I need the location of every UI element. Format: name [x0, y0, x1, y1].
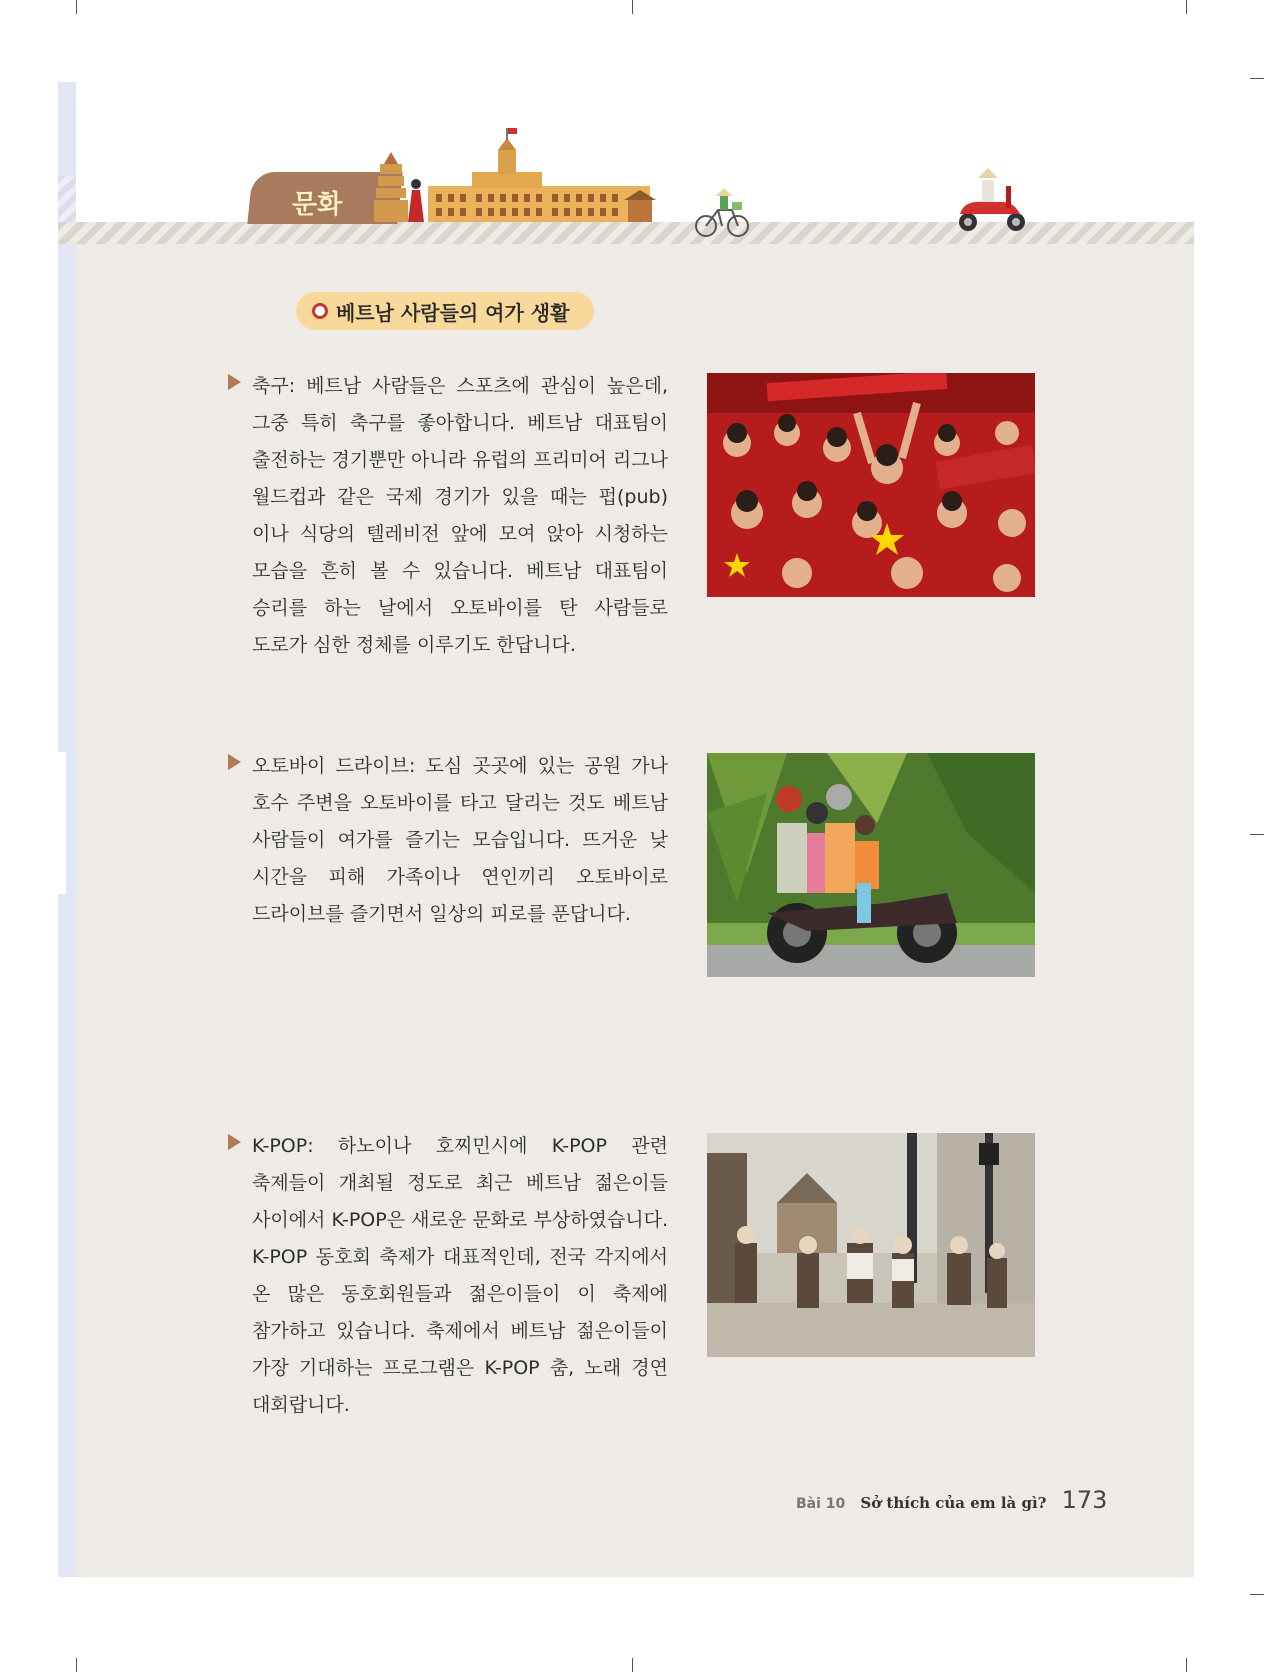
crop-mark: [632, 1658, 633, 1672]
triangle-bullet-icon: [228, 1134, 241, 1150]
triangle-bullet-icon: [228, 754, 241, 770]
list-item-text: K-POP: 하노이나 호찌민시에 K-POP 관련 축제들이 개최될 정도로 최근 베트남 젊은이들 사이에서 K-POP은 새로운 문화로 부상하였습니다. K-POP 동호회 축제가 대표적인데, 전국 각지에서 온 많은 동호회원들과 젊은이들이 이 축제에 참가하고 있습니다. 축제에서 베트남 젊은이들이 가장 기대하는 프로그램은 K-POP 춤, 노래 경연 대회랍니다.: [252, 1135, 668, 1416]
list-item-text: 축구: 베트남 사람들은 스포츠에 관심이 높은데, 그중 특히 축구를 좋아합니다. 베트남 대표팀이 출전하는 경기뿐만 아니라 유럽의 프리미어 리그나 월드컵과 같은 국제 경기가 있을 때는 펍(pub)이나 식당의 텔레비전 앞에 모여 앉아 시청하는 모습을 흔히 볼 수 있습니다. 베트남 대표팀이 승리를 하는 날에서 오토바이를 탄 사람들로 도로가 심한 정체를 이루기도 한답니다.: [252, 375, 668, 656]
list-item: [228, 1128, 668, 1424]
scooter-icon: [954, 168, 1030, 234]
header-hatch-left: [58, 176, 76, 224]
crop-mark: [76, 1658, 77, 1672]
kpop-dancers-photo: [707, 1133, 1035, 1357]
crop-mark: [1250, 1594, 1264, 1595]
football-fans-photo: [707, 373, 1035, 597]
page-number: 173: [1061, 1486, 1108, 1514]
list-item: [228, 368, 668, 664]
section-title-pill: [296, 292, 594, 330]
motorbike-family-photo: [707, 753, 1035, 977]
crop-mark: [1186, 1658, 1187, 1672]
list-item: [228, 748, 668, 933]
list-item-text: 오토바이 드라이브: 도심 곳곳에 있는 공원 가나 호수 주변을 오토바이를 타고 달리는 것도 베트남 사람들이 여가를 즐기는 모습입니다. 뜨거운 낮 시간을 피해 가족이나 연인끼리 오토바이로 드라이브를 즐기면서 일상의 피로를 푼답니다.: [252, 755, 668, 925]
circle-bullet-icon: [312, 303, 328, 319]
crop-mark: [76, 0, 77, 14]
section-tab-label: 문화: [292, 190, 343, 220]
skyline-illustration: [372, 128, 662, 228]
bicycle-icon: [694, 186, 750, 238]
page-footer: [796, 1486, 1107, 1514]
section-title: 베트남 사람들의 여가 생활: [336, 300, 570, 325]
crop-mark: [1186, 0, 1187, 14]
crop-mark: [1250, 78, 1264, 79]
page-edge-gap: [58, 752, 66, 894]
triangle-bullet-icon: [228, 374, 241, 390]
crop-mark: [632, 0, 633, 14]
lesson-title: Sở thích của em là gì?: [860, 1494, 1047, 1512]
crop-mark: [1250, 834, 1264, 835]
lesson-number: Bài 10: [796, 1496, 846, 1512]
